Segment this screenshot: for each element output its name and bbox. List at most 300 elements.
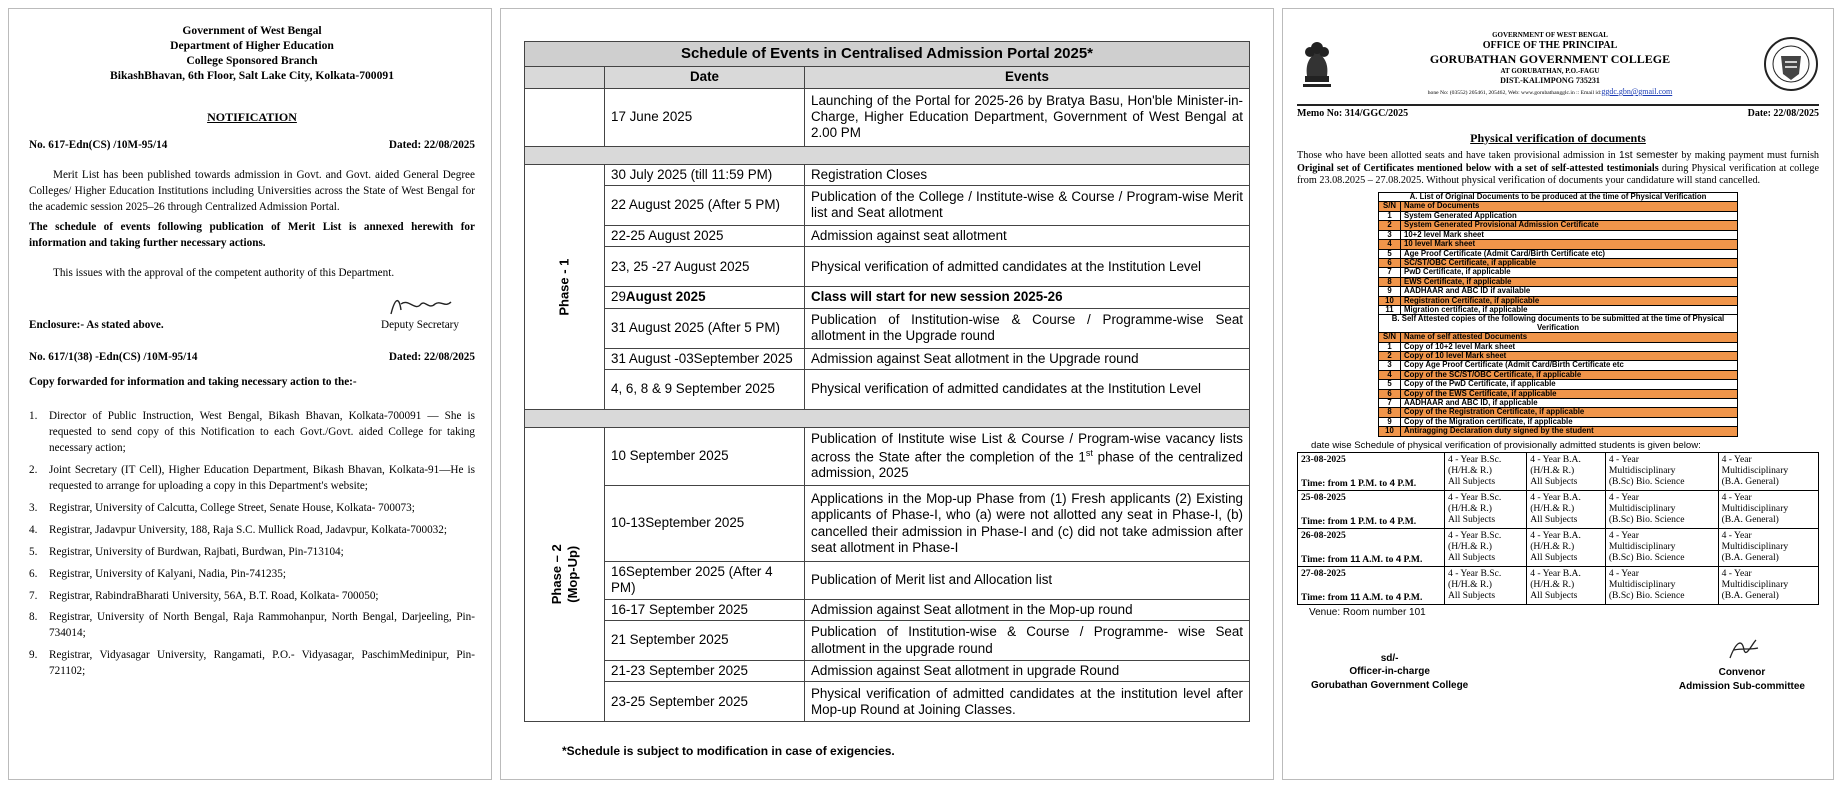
table-row — [1379, 249, 1738, 258]
time-part: 11 — [1350, 591, 1361, 603]
schedule-intro: date wise Schedule of physical verification of provisionally admitted students is given below: — [1311, 439, 1701, 451]
sn-cell: 4 — [1379, 240, 1401, 249]
date-cell: 30 July 2025 (till 11:59 PM) — [605, 164, 805, 185]
course-line: 4 - Year — [1721, 453, 1752, 465]
time-part: P.M. — [1355, 515, 1377, 527]
date-cell: 16September 2025 (After 4 PM) — [605, 562, 805, 600]
document-cell: System Generated Application — [1401, 211, 1738, 220]
sn-cell: 10 — [1379, 296, 1401, 305]
enclosure-text: Enclosure:- As stated above. — [29, 318, 164, 331]
item-text: Registrar, Jadavpur University, 188, Raja S.C. Mullick Road, Jadavpur, Kolkata-700032; — [49, 523, 447, 536]
memo-row-2 — [29, 350, 475, 366]
college-seal-icon — [1763, 36, 1819, 92]
course-cell — [1718, 566, 1818, 604]
time-text — [1301, 478, 1441, 489]
college-name: GORUBATHAN GOVERNMENT COLLEGE — [1429, 52, 1671, 67]
event-cell: Launching of the Portal for 2025-26 by Bratya Basu, Hon'ble Minister-in-Charge, Higher Education Department, Government of West Bengal at 2.00 PM — [805, 88, 1250, 146]
sn-cell: 5 — [1379, 380, 1401, 389]
sn-cell: 11 — [1379, 305, 1401, 314]
memo-date: Dated: 22/08/2025 — [388, 350, 475, 363]
table-row — [1379, 268, 1738, 277]
schedule-table — [524, 41, 1250, 722]
memo-number: No. 617-Edn(CS) /10M-95/14 — [29, 139, 168, 152]
course-line: All Subjects — [1448, 475, 1496, 487]
sn-cell: 3 — [1379, 361, 1401, 370]
memo-row — [1297, 108, 1819, 119]
course-line: Multidisciplinary — [1608, 502, 1676, 514]
course-cell — [1445, 528, 1527, 566]
course-cell — [1445, 452, 1527, 490]
paragraph: Merit List has been published towards admission in Govt. and Govt. aided General Degree Colleges/ Higher Education Institutions including Universities across the State of West Bengal for the academic session 2025–26 through Centralized Admission Portal. — [29, 169, 475, 213]
signatory-org: Admission Sub-committee — [1678, 680, 1805, 692]
document-cell: Copy of the SC/ST/OBC Certificate, if applicable — [1401, 370, 1738, 379]
item-number: 7. — [29, 589, 38, 602]
item-number: 8. — [29, 611, 38, 624]
date-text: 26-08-2025 — [1301, 529, 1346, 541]
time-part: 4 — [1395, 553, 1402, 565]
item-number: 4. — [29, 523, 38, 536]
course-line: Multidisciplinary — [1608, 578, 1676, 590]
verification-schedule-table — [1297, 452, 1819, 605]
table-row — [1379, 315, 1738, 333]
event-cell: Admission against seat allotment — [805, 225, 1250, 246]
sn-cell: 3 — [1379, 230, 1401, 239]
event-cell: Admission against Seat allotment in upgrade Round — [805, 661, 1250, 682]
section-heading: B. Self Attested copies of the following documents to be submitted at the time of Physical Verification — [1379, 315, 1738, 333]
letterhead-line: OFFICE OF THE PRINCIPAL — [1482, 39, 1618, 51]
course-cell — [1718, 452, 1818, 490]
date-cell: 22-25 August 2025 — [605, 225, 805, 246]
course-line: 4 - Year — [1721, 529, 1752, 541]
course-line: 4 - Year — [1608, 567, 1639, 579]
table-row — [1379, 333, 1738, 342]
item-text: Registrar, University of Calcutta, College Street, Senate House, Kolkata- 700073; — [49, 501, 415, 514]
phase-label-line: Phase – 2 — [548, 544, 564, 605]
notice-title: Physical verification of documents — [1470, 130, 1646, 145]
table-row — [1379, 380, 1738, 389]
time-part: 4 — [1389, 515, 1395, 527]
table-row — [1379, 408, 1738, 417]
item-number: 6. — [29, 567, 38, 580]
table-row — [1379, 361, 1738, 370]
phase-label-line: (Mop-Up) — [564, 546, 580, 604]
letterhead-divider — [1297, 104, 1819, 106]
course-line: All Subjects — [1448, 551, 1496, 563]
course-line: 4 - Year B.A. — [1530, 491, 1581, 503]
time-text — [1301, 516, 1441, 527]
sn-cell: 7 — [1379, 399, 1401, 408]
sn-cell: 10 — [1379, 427, 1401, 436]
separator-row — [525, 146, 1250, 164]
course-line: (H/H.& R.) — [1448, 540, 1492, 552]
course-cell — [1527, 528, 1606, 566]
item-text: Registrar, University of North Bengal, Raja Rammohanpur, North Bengal, Darjeeling, Pin-734014; — [49, 611, 475, 640]
sn-cell: 2 — [1379, 351, 1401, 360]
date-time-cell — [1298, 528, 1445, 566]
course-line: Multidisciplinary — [1721, 540, 1789, 552]
document-cell: AADHAAR and ABC ID if available — [1401, 287, 1738, 296]
para-text: by making payment must furnish — [1678, 149, 1820, 161]
course-line: Multidisciplinary — [1608, 464, 1676, 476]
course-cell — [1718, 528, 1818, 566]
state-emblem-icon — [1297, 38, 1337, 90]
document-cell: EWS Certificate, if applicable — [1401, 277, 1738, 286]
schedule-page — [500, 8, 1274, 780]
document-cell: Copy Age Proof Certificate (Admit Card/Birth Certificate etc — [1401, 361, 1738, 370]
document-cell: System Generated Provisional Admission Certificate — [1401, 221, 1738, 230]
sn-cell: 8 — [1379, 408, 1401, 417]
list-item — [29, 567, 475, 583]
course-line: 4 - Year — [1721, 567, 1752, 579]
paragraph: The schedule of events following publication of Merit List is annexed herewith for information and taking further necessary actions. — [29, 220, 475, 249]
para-text: during Physical verification at college from 23.08.2025 – 27.08.2025. Without physical verification of documents your candidature will stand cancelled. — [1297, 162, 1819, 187]
time-part: Time: from — [1301, 591, 1351, 603]
time-part: A.M. — [1360, 553, 1384, 565]
course-line: Multidisciplinary — [1721, 502, 1789, 514]
course-line: 4 - Year B.Sc. — [1448, 567, 1502, 579]
para-text: Those who have been allotted seats and have taken provisional admission in — [1297, 149, 1619, 161]
course-cell — [1605, 452, 1718, 490]
list-item — [29, 589, 475, 605]
signature-row — [29, 294, 475, 334]
document-cell: Copy of the PwD Certificate, if applicable — [1401, 380, 1738, 389]
document-cell: 10+2 level Mark sheet — [1401, 230, 1738, 239]
course-line: (H/H.& R.) — [1448, 464, 1492, 476]
document-cell: Registration Certificate, if applicable — [1401, 296, 1738, 305]
phase-1-label — [525, 164, 605, 409]
signatory-title: Officer-in-charge — [1349, 666, 1430, 678]
header-line: College Sponsored Branch — [186, 54, 318, 68]
course-line: 4 - Year B.Sc. — [1448, 491, 1502, 503]
memo-number: Memo No: 314/GGC/2025 — [1297, 107, 1409, 119]
convenor-signature — [1679, 636, 1805, 694]
course-line: (H/H.& R.) — [1530, 578, 1575, 590]
course-cell — [1445, 490, 1527, 528]
time-part: 11 — [1350, 553, 1361, 565]
list-item — [29, 463, 475, 495]
item-text: Registrar, RabindraBharati University, 56A, B.T. Road, Kolkata- 700050; — [49, 589, 379, 602]
course-line: (H/H.& R.) — [1448, 502, 1492, 514]
schedule-title: Schedule of Events in Centralised Admission Portal 2025* — [525, 42, 1250, 67]
table-row — [1379, 221, 1738, 230]
header-address: BikashBhavan, 6th Floor, Salt Lake City, Kolkata-700091 — [110, 69, 394, 83]
memo-number: No. 617/1(38) -Edn(CS) /10M-95/14 — [29, 350, 198, 363]
document-cell: Age Proof Certificate (Admit Card/Birth Certificate etc) — [1401, 249, 1738, 258]
list-item — [29, 409, 475, 457]
course-line: (H/H.& R.) — [1448, 578, 1492, 590]
sn-header: S/N — [1379, 202, 1401, 211]
document-cell: PwD Certificate, if applicable — [1401, 268, 1738, 277]
sn-cell: 5 — [1379, 249, 1401, 258]
item-number: 2. — [29, 464, 38, 477]
item-number: 1. — [29, 410, 38, 423]
event-cell: Publication of the College / Institute-wise & Course / Program-wise Merit list and Seat allotment — [805, 185, 1250, 225]
event-cell: Admission against Seat allotment in the Mop-up round — [805, 599, 1250, 620]
time-part: 1 — [1350, 515, 1356, 527]
date-day: 29 — [611, 289, 626, 305]
signatory-title: Convenor — [1718, 667, 1766, 679]
sn-cell: 9 — [1379, 417, 1401, 426]
section-heading: A. List of Original Documents to be produced at the time of Physical Verification — [1379, 193, 1738, 202]
recipient-list — [29, 409, 475, 680]
item-text: Director of Public Instruction, West Bengal, Bikash Bhavan, Kolkata-700091 — She is requested to send copy of this Notification to each Govt./Govt. aided College for taking necessary action; — [49, 410, 475, 455]
date-text: 23-08-2025 — [1301, 453, 1346, 465]
table-row — [1298, 452, 1819, 490]
college-notice-page — [1282, 8, 1834, 780]
time-part: Time: from — [1301, 553, 1351, 565]
course-cell — [1718, 490, 1818, 528]
time-part: 4 — [1389, 477, 1395, 489]
semester-text: 1st semester — [1618, 149, 1679, 161]
phase-label: Phase - 1 — [556, 258, 572, 316]
time-part: P.M. — [1394, 477, 1417, 489]
course-line: 4 - Year — [1721, 491, 1752, 503]
notice-paragraph — [1297, 150, 1819, 188]
date-cell: 21 September 2025 — [605, 621, 805, 661]
item-text: Registrar, University of Kalyani, Nadia, Pin-741235; — [49, 567, 286, 580]
department-header — [29, 23, 475, 83]
sn-cell: 8 — [1379, 277, 1401, 286]
time-text — [1301, 592, 1441, 603]
course-line: (B.Sc) Bio. Science — [1608, 551, 1685, 563]
time-part: 1 — [1350, 477, 1356, 489]
phase-cell — [525, 88, 605, 146]
memo-date: Date: 22/08/2025 — [1747, 107, 1819, 119]
event-cell: Publication of Merit list and Allocation list — [805, 562, 1250, 600]
document-cell: Copy of the Registration Certificate, if applicable — [1401, 408, 1738, 417]
contact-line — [1337, 86, 1763, 98]
time-part: Time: from — [1301, 477, 1351, 489]
sn-header: S/N — [1379, 333, 1401, 342]
course-line: (B.Sc) Bio. Science — [1608, 475, 1685, 487]
list-item — [29, 545, 475, 561]
event-cell: Publication of Institution-wise & Course / Programme- wise Seat allotment in the upgrade round — [805, 621, 1250, 661]
course-line: 4 - Year — [1608, 529, 1639, 541]
date-cell: 31 August 2025 (After 5 PM) — [605, 308, 805, 348]
item-number: 3. — [29, 501, 38, 514]
sn-cell: 6 — [1379, 258, 1401, 267]
course-line: (H/H.& R.) — [1530, 464, 1575, 476]
course-line: (B.A. General) — [1721, 551, 1779, 563]
documents-table — [1378, 192, 1738, 437]
notification-page — [8, 8, 492, 780]
para-bold-text: Original set of Certificates mentioned below with a set of self-attested testimonials — [1297, 162, 1659, 174]
course-line: All Subjects — [1448, 513, 1496, 525]
sn-cell: 9 — [1379, 287, 1401, 296]
column-header-date: Date — [605, 67, 805, 88]
date-time-cell — [1298, 566, 1445, 604]
list-item — [29, 501, 475, 517]
date-time-cell — [1298, 452, 1445, 490]
table-row — [1379, 240, 1738, 249]
date-cell: 10-13September 2025 — [605, 486, 805, 562]
time-part: 4 — [1395, 591, 1402, 603]
table-row — [1298, 566, 1819, 604]
time-part: P.M. — [1401, 591, 1423, 603]
event-cell: Registration Closes — [805, 164, 1250, 185]
event-cell: Physical verification of admitted candidates at the Institution Level — [805, 247, 1250, 287]
item-number: 9. — [29, 649, 38, 662]
date-cell: 31 August -03September 2025 — [605, 348, 805, 369]
course-line: 4 - Year B.A. — [1530, 567, 1581, 579]
name-header: Name of Documents — [1401, 202, 1738, 211]
letterhead-line: DIST.-KALIMPONG 735231 — [1500, 76, 1600, 85]
table-row — [1379, 287, 1738, 296]
date-cell: 23-25 September 2025 — [605, 682, 805, 722]
event-text: phase of the centralized admission, 2025 — [811, 449, 1243, 481]
event-cell: Class will start for new session 2025-26 — [805, 287, 1250, 308]
course-line: 4 - Year B.Sc. — [1448, 529, 1502, 541]
course-line: All Subjects — [1530, 475, 1578, 487]
document-cell: Copy of 10 level Mark sheet — [1401, 351, 1738, 360]
time-part: A.M. — [1360, 591, 1384, 603]
email-link[interactable]: ggdc.gbn@gmail.com — [1601, 87, 1673, 96]
memo-date: Dated: 22/08/2025 — [388, 139, 475, 152]
date-text: 25-08-2025 — [1301, 491, 1346, 503]
document-cell: Copy of 10+2 level Mark sheet — [1401, 342, 1738, 351]
event-cell: Physical verification of admitted candidates at the Institution Level — [805, 370, 1250, 410]
letterhead-text — [1337, 31, 1763, 98]
event-cell: Physical verification of admitted candidates at the institution level after Mop-up Round at Joining Classes. — [805, 682, 1250, 722]
course-line: Multidisciplinary — [1721, 578, 1789, 590]
phase-label — [548, 545, 581, 605]
date-cell: 23, 25 -27 August 2025 — [605, 247, 805, 287]
event-cell: Applications in the Mop-up Phase from (1) Fresh applicants (2) Existing applicants of Phase-I, who (a) were not allotted any seat in Phase-I, (b) cancelled their admission in Phase-I and (c) did not take admission after seat allotment in Phase-I — [805, 486, 1250, 562]
signatory-title: Deputy Secretary — [381, 318, 459, 331]
course-cell — [1527, 452, 1606, 490]
copy-forwarded-text: Copy forwarded for information and taking necessary action to the:- — [29, 376, 357, 389]
course-line: (B.A. General) — [1721, 589, 1779, 601]
document-cell: Copy of the Migration certificate, if applicable — [1401, 417, 1738, 426]
signature-image — [385, 294, 455, 318]
event-cell: Admission against Seat allotment in the Upgrade round — [805, 348, 1250, 369]
event-sup: st — [1085, 447, 1093, 458]
item-text: Registrar, University of Burdwan, Rajbati, Burdwan, Pin-713104; — [49, 545, 344, 558]
time-part: Time: from — [1301, 515, 1351, 527]
course-cell — [1527, 566, 1606, 604]
table-row — [1298, 490, 1819, 528]
sn-cell: 1 — [1379, 211, 1401, 220]
table-row — [1298, 528, 1819, 566]
course-line: (H/H.& R.) — [1530, 502, 1575, 514]
letterhead-line: AT GORUBATHAN, P.O.-FAGU — [1500, 67, 1600, 76]
separator-row — [525, 410, 1250, 428]
course-line: All Subjects — [1530, 551, 1578, 563]
time-part: P.M. — [1394, 515, 1417, 527]
document-cell: AADHAAR and ABC ID, if applicable — [1401, 399, 1738, 408]
schedule-footnote: *Schedule is subject to modification in case of exigencies. — [562, 744, 895, 759]
memo-row — [29, 138, 475, 154]
list-item — [29, 610, 475, 642]
date-month: August 2025 — [625, 289, 706, 305]
date-cell: 17 June 2025 — [605, 88, 805, 146]
course-line: (B.A. General) — [1721, 475, 1779, 487]
sn-cell: 1 — [1379, 342, 1401, 351]
item-text: Joint Secretary (IT Cell), Higher Education Department, Bikash Bhavan, Kolkata-91—He is requested to arrange for uploading a copy in this Department's website; — [49, 464, 475, 492]
date-cell: 21-23 September 2025 — [605, 661, 805, 682]
course-line: All Subjects — [1530, 513, 1578, 525]
header-line: Department of Higher Education — [170, 39, 334, 53]
course-line: 4 - Year — [1608, 453, 1639, 465]
time-part: to — [1383, 553, 1396, 565]
contact-text: hone No: (03552) 205461, 205462, Web: www.gorubathangglc.in :: Email id: — [1427, 90, 1602, 96]
date-time-cell — [1298, 490, 1445, 528]
letterhead-line: GOVERNMENT OF WEST BENGAL — [1492, 31, 1608, 39]
table-row — [1379, 427, 1738, 436]
signature-block — [365, 294, 475, 334]
document-cell: Antiragging Declaration duty signed by the student — [1401, 427, 1738, 436]
course-line: 4 - Year B.Sc. — [1448, 453, 1502, 465]
course-line: 4 - Year B.A. — [1530, 453, 1581, 465]
course-line: (B.Sc) Bio. Science — [1608, 513, 1685, 525]
time-part: to — [1376, 515, 1390, 527]
course-line: (B.Sc) Bio. Science — [1608, 589, 1685, 601]
venue-text: Venue: Room number 101 — [1309, 606, 1426, 618]
date-cell: 10 September 2025 — [605, 428, 805, 486]
sn-cell: 7 — [1379, 268, 1401, 277]
header-line: Government of West Bengal — [182, 24, 322, 37]
sd-text: sd/- — [1380, 652, 1399, 664]
course-line: 4 - Year — [1608, 491, 1639, 503]
course-line: 4 - Year B.A. — [1530, 529, 1581, 541]
table-row — [1379, 202, 1738, 211]
time-part: P.M. — [1355, 477, 1377, 489]
date-cell: 4, 6, 8 & 9 September 2025 — [605, 370, 805, 410]
event-cell — [805, 428, 1250, 486]
event-text: Publication of Institute wise List & Course / Program-wise vacancy lists across the State after the completion of the 1 — [811, 431, 1243, 465]
list-item — [29, 523, 475, 539]
course-cell — [1605, 528, 1718, 566]
course-line: (H/H.& R.) — [1530, 540, 1575, 552]
document-cell: SC/ST/OBC Certificate, if applicable — [1401, 258, 1738, 267]
course-line: Multidisciplinary — [1608, 540, 1676, 552]
signature-image — [1722, 636, 1762, 662]
column-header-events: Events — [805, 67, 1250, 88]
event-cell: Publication of Institution-wise & Course / Programme-wise Seat allotment in the Upgrade round — [805, 308, 1250, 348]
blank-header — [525, 67, 605, 88]
time-part: to — [1376, 477, 1390, 489]
letterhead — [1297, 31, 1819, 98]
sn-cell: 6 — [1379, 389, 1401, 398]
course-line: Multidisciplinary — [1721, 464, 1789, 476]
date-cell: 16-17 September 2025 — [605, 599, 805, 620]
course-line: (B.A. General) — [1721, 513, 1779, 525]
phase-2-label — [525, 428, 605, 722]
document-cell: 10 level Mark sheet — [1401, 240, 1738, 249]
document-cell: Migration certificate, if applicable — [1401, 305, 1738, 314]
course-cell — [1527, 490, 1606, 528]
paragraph: This issues with the approval of the competent authority of this Department. — [53, 266, 395, 279]
course-line: All Subjects — [1448, 589, 1496, 601]
time-part: P.M. — [1401, 553, 1423, 565]
course-line: All Subjects — [1530, 589, 1578, 601]
course-cell — [1445, 566, 1527, 604]
date-cell — [605, 287, 805, 308]
notification-title: NOTIFICATION — [207, 110, 297, 125]
item-number: 5. — [29, 545, 38, 558]
sn-cell: 4 — [1379, 370, 1401, 379]
list-item — [29, 648, 475, 680]
date-cell: 22 August 2025 (After 5 PM) — [605, 185, 805, 225]
officer-signature — [1311, 636, 1468, 694]
signature-row — [1297, 636, 1819, 694]
item-text: Registrar, Vidyasagar University, Rangamati, P.O.- Vidyasagar, PaschimMedinipur, Pin- 721102; — [49, 649, 475, 678]
course-cell — [1605, 490, 1718, 528]
name-header: Name of self attested Documents — [1401, 333, 1738, 342]
time-text — [1301, 554, 1441, 565]
document-cell: Copy of the EWS Certificate, if applicable — [1401, 389, 1738, 398]
time-part: to — [1383, 591, 1396, 603]
